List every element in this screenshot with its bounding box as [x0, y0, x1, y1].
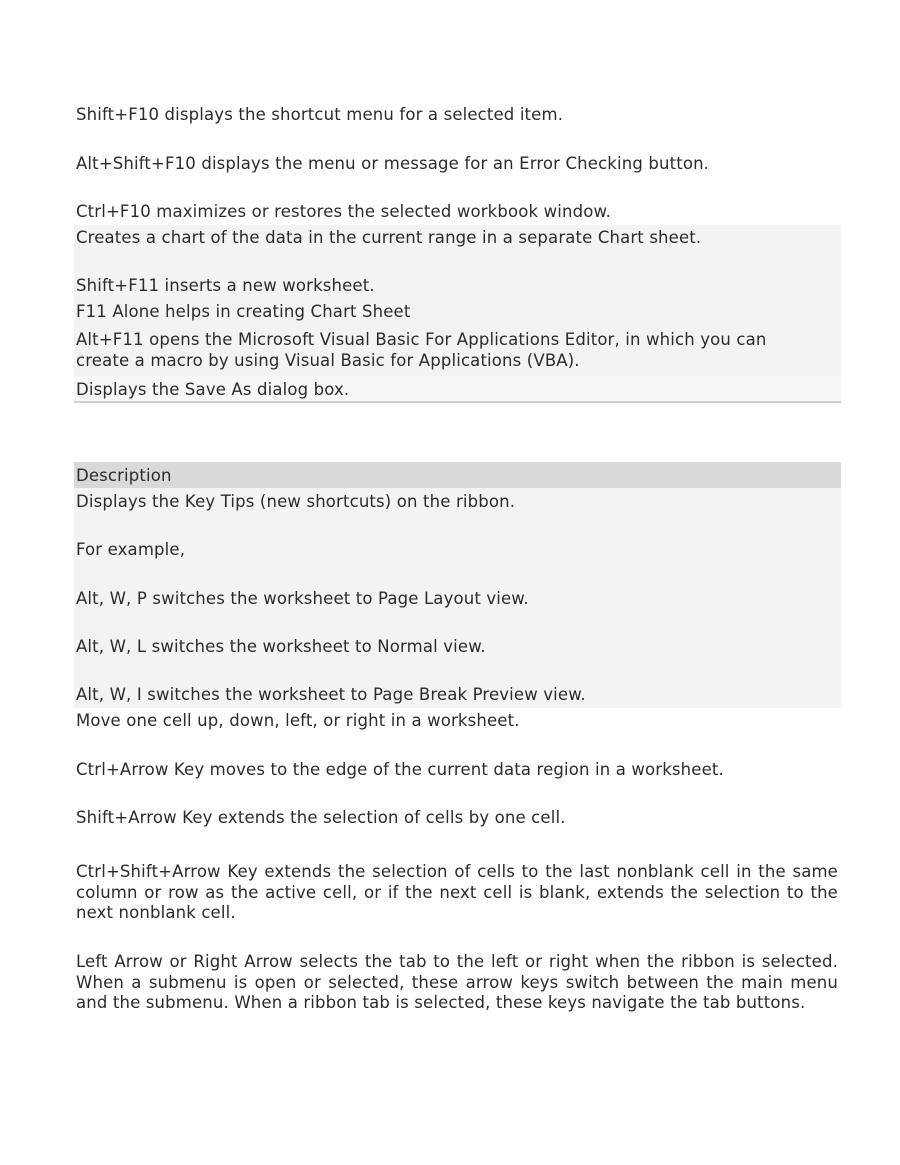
ctrl-shift-arrow-paragraph: Ctrl+Shift+Arrow Key extends the selection of cells to the last nonblank cell in the same column or row as the active cell, or if the next cell is blank, extends the selection to the next nonblank cell. [76, 862, 838, 922]
shift-arrow-text: Shift+Arrow Key extends the selection of cells by one cell. [76, 808, 566, 827]
f12-save-as-text: Displays the Save As dialog box. [76, 380, 350, 399]
key-tips-text: Displays the Key Tips (new shortcuts) on the ribbon. [76, 492, 516, 511]
alt-w-l-text: Alt, W, L switches the worksheet to Normal view. [76, 637, 486, 656]
left-right-arrow-paragraph: Left Arrow or Right Arrow selects the tab to the left or right when the ribbon is selected. When a submenu is open or selected, these arrow keys switch between the main menu and the submenu. When a ribbon tab is selected, these keys navigate the tab buttons. [76, 952, 838, 1012]
alt-f11-text-line2: create a macro by using Visual Basic for Applications (VBA). [76, 351, 580, 370]
alt-w-i-text: Alt, W, I switches the worksheet to Page Break Preview view. [76, 685, 586, 704]
description-header: Description [76, 466, 172, 485]
shift-f11-text: Shift+F11 inserts a new worksheet. [76, 276, 375, 295]
f11-chart-text: Creates a chart of the data in the current range in a separate Chart sheet. [76, 228, 702, 247]
arrow-keys-text: Move one cell up, down, left, or right in a worksheet. [76, 711, 520, 730]
description-header-background [74, 462, 841, 488]
alt-f11-text-line1: Alt+F11 opens the Microsoft Visual Basic For Applications Editor, in which you can [76, 330, 767, 349]
alt-shift-f10-text: Alt+Shift+F10 displays the menu or message for an Error Checking button. [76, 154, 710, 173]
f11-alone-text: F11 Alone helps in creating Chart Sheet [76, 302, 411, 321]
ctrl-f10-text: Ctrl+F10 maximizes or restores the selected workbook window. [76, 202, 611, 221]
ctrl-arrow-text: Ctrl+Arrow Key moves to the edge of the current data region in a worksheet. [76, 760, 724, 779]
for-example-text: For example, [76, 540, 186, 559]
alt-w-p-text: Alt, W, P switches the worksheet to Page Layout view. [76, 589, 529, 608]
table-bottom-rule [74, 401, 841, 403]
shift-f10-text: Shift+F10 displays the shortcut menu for a selected item. [76, 105, 564, 124]
